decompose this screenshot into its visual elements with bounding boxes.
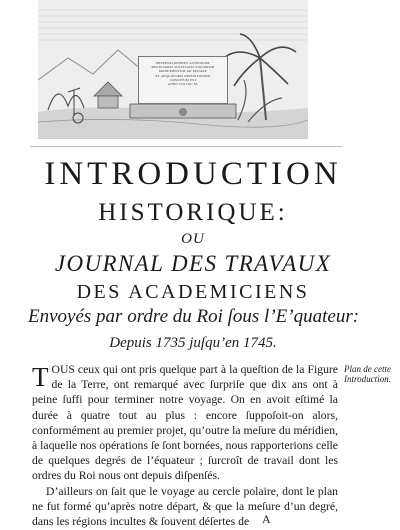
- title-historique: HISTORIQUE:: [98, 199, 288, 226]
- vignette-rule: [30, 146, 342, 147]
- title-envoyes: Envoyés par ordre du Roi ſous l’E’quateur:: [28, 306, 360, 327]
- title-dates: Depuis 1735 juſqu’en 1745.: [109, 335, 277, 351]
- margin-note: Plan de cette Introduction.: [344, 364, 391, 384]
- engraved-vignette: [38, 0, 308, 139]
- signature-mark: A: [262, 512, 271, 526]
- title-ou: OU: [181, 231, 205, 247]
- title-journal: JOURNAL DES TRAVAUX: [54, 251, 332, 276]
- monument-plaque: OBSERVATIONIBUS ASTRONOM. REGIS PARIS SOCIETATIS SOCIORUM MONUMENTUM AD PALMAE ET AEQUATORIS DEFINITIONEM CONDITUM EST ANNO CIO IOC XL: [138, 56, 228, 104]
- drop-cap: T: [32, 362, 49, 392]
- paragraph-1: [32, 362, 338, 484]
- title-introduction: INTRODUCTION: [44, 156, 342, 192]
- title-academiciens: DES ACADEMICIENS: [76, 281, 310, 303]
- paragraph-2: D’ailleurs on ſait que le voyage au cercle polaire, dont le plan ne fut formé qu’après notre départ, & que la meſure d’un degré, dans les régions incultes & ſouvent déſertes de: [32, 484, 338, 529]
- body-text: [32, 362, 338, 529]
- paragraph-1-text: OUS ceux qui ont pris quelque part à la queſtion de la Figure de la Terre, ont remarqué avec ſurpriſe que dix ans ont à peine ſuffi pour terminer notre voyage. On en avoit eſtimé la durée à quatre tout au plus : encore ſuppoſoit-on alors, conformément au premier projet, qu’outre la meſure du méridien, à laquelle nos opérations ſe ſont bornées, nous rapporterions celle de quelques degrés de l’équateur ; ſurcroît de travail dont les ordres du Roi nous ont depuis diſpenſés.: [32, 363, 338, 483]
